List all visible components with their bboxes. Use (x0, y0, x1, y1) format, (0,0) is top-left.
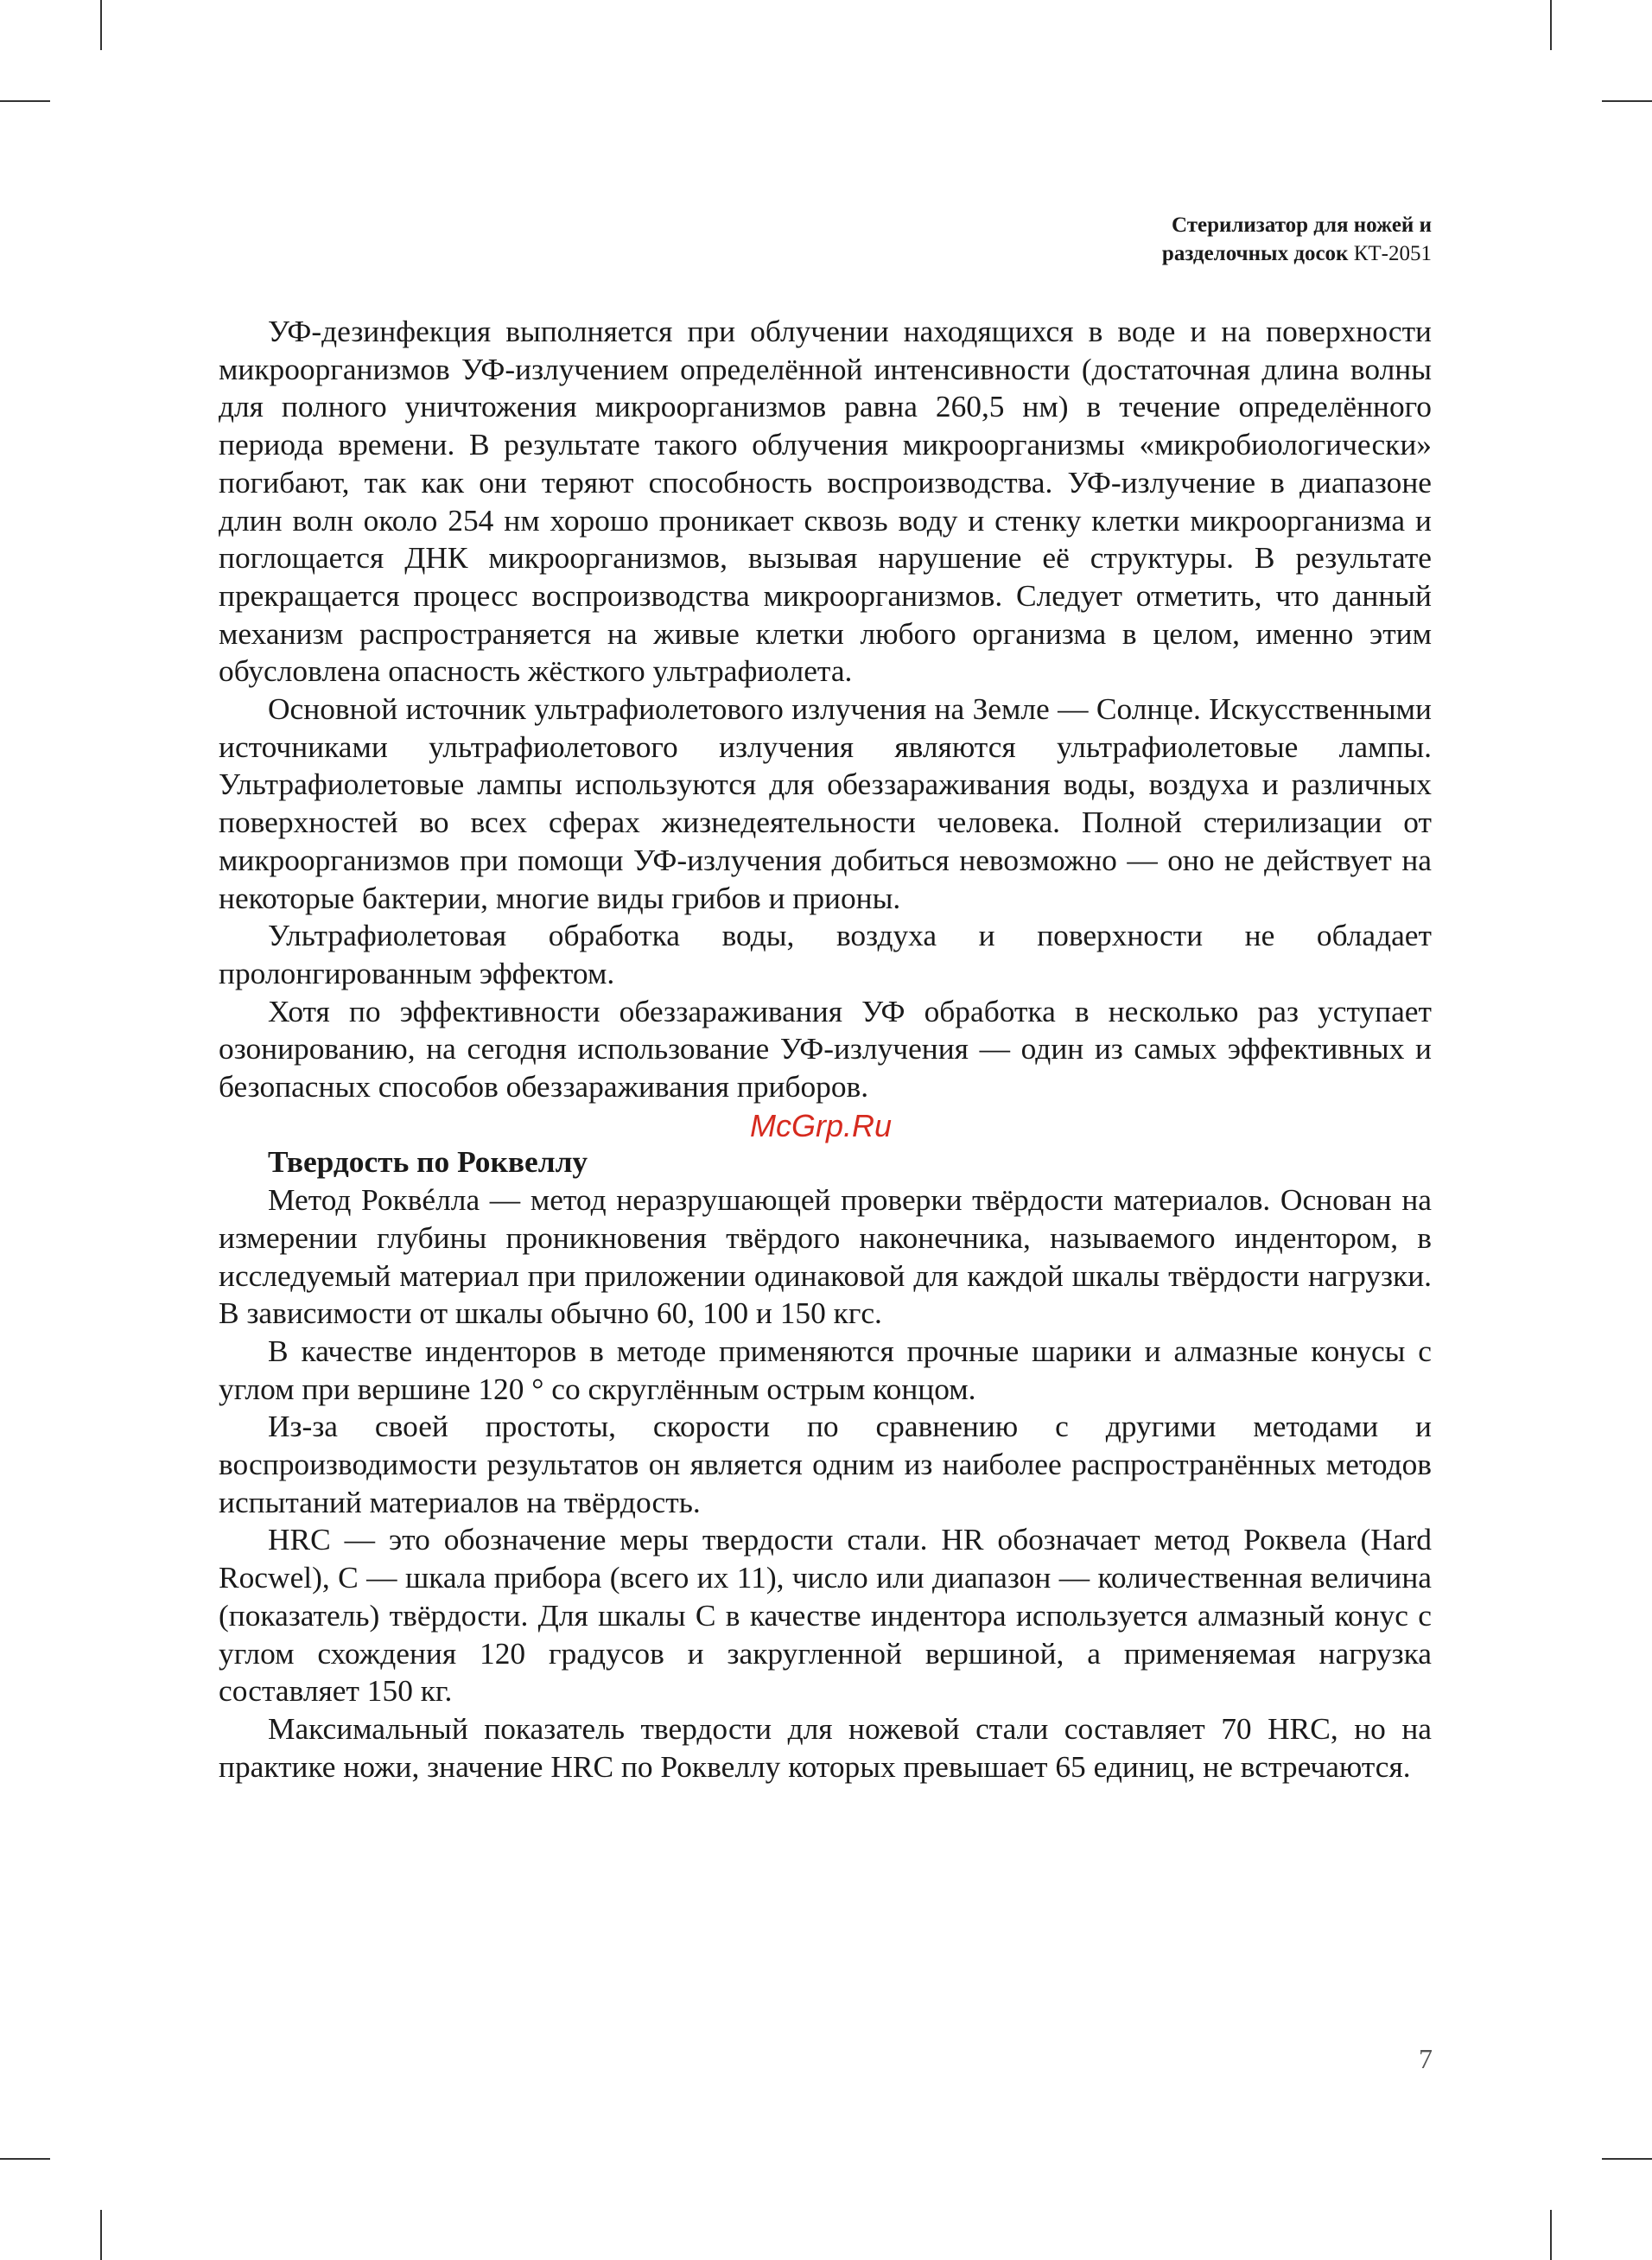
crop-mark (100, 2210, 102, 2260)
paragraph-max-hardness: Максимальный показатель твердости для ножевой стали составляет 70 HRC, но на практике ножи, значение HRC по Роквеллу которых превышает 65 единиц, не встречаются. (219, 1711, 1432, 1784)
paragraph-uv-vs-ozone: Хотя по эффективности обеззараживания УФ обработка в несколько раз уступает озонированию, на сегодня использование УФ-излучения — один из самых эффективных и безопасных способов обеззараживания приборов. (219, 993, 1432, 1105)
crop-mark (1550, 0, 1552, 50)
paragraph-uv-sources: Основной источник ультрафиолетового излучения на Земле — Солнце. Искусственными источниками ультрафиолетового излучения являются ультрафиолетовые лампы. Ультрафиолетовые лампы используются для обеззараживания воды, воздуха и различных поверхностей во всех сферах жизнедеятельности человека. Полной стерилизации от микроорганизмов при помощи УФ-излучения добиться невозможно — оно не действует на некоторые бактерии, многие виды грибов и прионы. (219, 691, 1432, 915)
page-number: 7 (1419, 2043, 1433, 2074)
running-head-line2 (1162, 239, 1432, 268)
paragraph-uv-no-prolonged-effect: Ультрафиолетовая обработка воды, воздуха и поверхности не обладает пролонгированным эффектом. (219, 918, 1432, 990)
running-head-line2-title: разделочных досок (1161, 242, 1349, 265)
section-heading-rockwell: Твердость по Роквеллу (268, 1144, 588, 1180)
crop-mark (100, 0, 102, 50)
crop-mark (0, 100, 50, 102)
paragraph-simplicity: Из-за своей простоты, скорости по сравнению с другими методами и воспроизводимости результатов он является одним из наиболее распространённых методов испытаний материалов на твёрдость. (219, 1409, 1432, 1519)
running-head (1162, 211, 1432, 268)
paragraph-indenters: В качестве инденторов в методе применяются прочные шарики и алмазные конусы с углом при вершине 120 ° со скруглённым острым концом. (219, 1333, 1432, 1406)
paragraph-rockwell-method: Метод Роквéлла — метод неразрушающей проверки твёрдости материалов. Основан на измерении глубины проникновения твёрдого наконечника, называемого индентором, в исследуемый материал при приложении одинаковой для каждой шкалы твёрдости нагрузки. В зависимости от шкалы обычно 60, 100 и 150 кгс. (219, 1182, 1432, 1331)
crop-mark (1550, 2210, 1552, 2260)
paragraph-uv-disinfection: УФ-дезинфекция выполняется при облучении находящихся в воде и на поверхности микроорганизмов УФ-излучением определённой интенсивности (достаточная длина волны для полного уничтожения микроорганизмов равна 260,5 нм) в течение определённого периода времени. В результате такого облучения микроорганизмы «микробиологически» погибают, так как они теряют способность воспроизводства. УФ-излучение в диапазоне длин волн около 254 нм хорошо проникает сквозь воду и стенку клетки микроорганизма и поглощается ДНК микроорганизмов, вызывая нарушение её структуры. В результате прекращается процесс воспроизводства микроорганизмов. Следует отметить, что данный механизм распространяется на живые клетки любого организма в целом, именно этим обусловлена опасность жёсткого ультрафиолета. (219, 314, 1432, 689)
crop-mark (1602, 100, 1652, 102)
running-head-model: КТ-2051 (1348, 242, 1432, 265)
crop-mark (0, 2158, 50, 2160)
paragraph-hrc-definition: HRC — это обозначение меры твердости стали. HR обозначает метод Роквела (Hard Rocwel), С — шкала прибора (всего их 11), число или диапазон — количественная величина (показатель) твёрдости. Для шкалы С в качестве индентора используется алмазный конус с углом схождения 120 градусов и закругленной вершиной, а применяемая нагрузка составляет 150 кг. (219, 1522, 1432, 1709)
crop-mark (1602, 2158, 1652, 2160)
page-body (219, 313, 1432, 1786)
running-head-line1: Стерилизатор для ножей и (1171, 213, 1432, 237)
watermark: McGrp.Ru (750, 1108, 893, 1143)
